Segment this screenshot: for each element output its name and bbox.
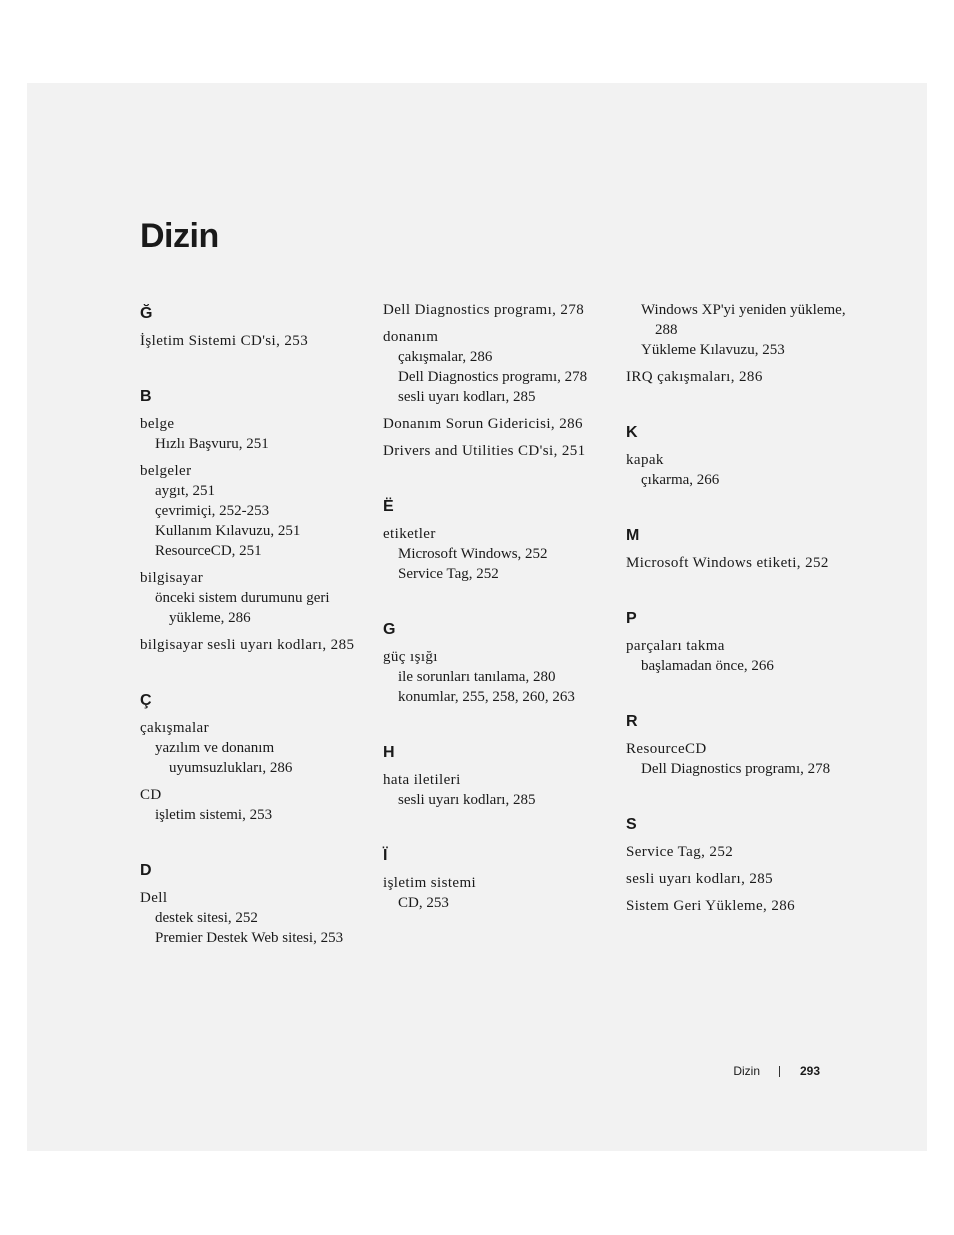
- index-term: Drivers and Utilities CD'si, 251: [383, 443, 586, 459]
- index-subentry: konumlar, 255, 258, 260, 263: [398, 689, 575, 705]
- index-term: parçaları takma: [626, 638, 725, 654]
- section-letter: B: [140, 388, 152, 405]
- index-section: [140, 691, 370, 825]
- index-term: Microsoft Windows etiketi, 252: [626, 555, 829, 571]
- section-letter: Ë: [383, 498, 394, 515]
- index-term: donanım: [383, 329, 439, 345]
- index-section: [626, 300, 866, 387]
- index-entry: [140, 888, 370, 948]
- index-subentry: çıkarma, 266: [641, 472, 720, 488]
- index-term: işletim sistemi: [383, 875, 477, 891]
- index-subentry: Windows XP'yi yeniden yükleme, 288: [641, 302, 846, 338]
- index-entry: [383, 327, 613, 407]
- index-term: belge: [140, 416, 175, 432]
- index-term: ResourceCD: [626, 741, 707, 757]
- index-subentry: Premier Destek Web sitesi, 253: [155, 930, 344, 946]
- section-letter: Ğ: [140, 305, 153, 322]
- index-subentry: ile sorunları tanılama, 280: [398, 669, 556, 685]
- index-term: Dell: [140, 890, 168, 906]
- index-subentry: Hızlı Başvuru, 251: [155, 436, 269, 452]
- section-letter: Ç: [140, 692, 152, 709]
- index-term: çakışmalar: [140, 720, 209, 736]
- index-term: IRQ çakışmaları, 286: [626, 369, 763, 385]
- index-entry: [383, 414, 613, 434]
- index-section: [383, 743, 613, 810]
- index-entry: [626, 739, 866, 779]
- index-entry: [140, 785, 370, 825]
- index-entry: [383, 441, 613, 461]
- index-section: [140, 304, 370, 351]
- section-letter: G: [383, 621, 396, 638]
- index-term: Sistem Geri Yükleme, 286: [626, 898, 796, 914]
- page-number: 293: [799, 1064, 820, 1078]
- index-term: Dell Diagnostics programı, 278: [383, 302, 585, 318]
- index-column-3: [626, 300, 866, 916]
- index-subentry: çevrimiçi, 252-253: [155, 503, 270, 519]
- index-subentry: önceki sistem durumunu geri yükleme, 286: [155, 590, 330, 626]
- index-entry: [383, 524, 613, 584]
- index-term: hata iletileri: [383, 772, 461, 788]
- index-section: [383, 846, 613, 913]
- index-section: [626, 712, 866, 779]
- index-subentry: Dell Diagnostics programı, 278: [641, 761, 831, 777]
- index-term: Donanım Sorun Gidericisi, 286: [383, 416, 583, 432]
- index-entry: [626, 450, 866, 490]
- index-section: [140, 861, 370, 948]
- index-entry: [140, 414, 370, 454]
- index-entry: [140, 635, 370, 655]
- index-section: [383, 497, 613, 584]
- index-subentry: destek sitesi, 252: [155, 910, 258, 926]
- index-section: [383, 300, 613, 461]
- index-entry: [626, 842, 866, 862]
- index-section: [626, 526, 866, 573]
- index-entry: [140, 568, 370, 628]
- page-footer: [700, 1062, 820, 1082]
- index-entry: [626, 636, 866, 676]
- index-term: etiketler: [383, 526, 436, 542]
- index-entry: [626, 896, 866, 916]
- section-letter: Ï: [383, 847, 388, 864]
- index-entry: [383, 647, 613, 707]
- index-column-2: [383, 300, 613, 913]
- index-term: bilgisayar sesli uyarı kodları, 285: [140, 637, 355, 653]
- index-section: [626, 423, 866, 490]
- index-subentry: yazılım ve donanım uyumsuzlukları, 286: [155, 740, 293, 776]
- index-entry: [383, 770, 613, 810]
- index-subentry: Microsoft Windows, 252: [398, 546, 548, 562]
- section-letter: K: [626, 424, 638, 441]
- index-subentry: Service Tag, 252: [398, 566, 499, 582]
- index-subentry: ResourceCD, 251: [155, 543, 262, 559]
- index-subentry: işletim sistemi, 253: [155, 807, 273, 823]
- index-entry: [626, 869, 866, 889]
- index-entry: [626, 300, 866, 360]
- index-term: kapak: [626, 452, 664, 468]
- section-letter: R: [626, 713, 638, 730]
- index-term: sesli uyarı kodları, 285: [626, 871, 774, 887]
- footer-label: Dizin: [733, 1064, 760, 1078]
- index-section: [626, 609, 866, 676]
- index-entry: [140, 331, 370, 351]
- section-letter: D: [140, 862, 152, 879]
- index-term: CD: [140, 787, 162, 803]
- footer-separator: [779, 1066, 780, 1077]
- section-letter: S: [626, 816, 637, 833]
- index-term: bilgisayar: [140, 570, 204, 586]
- index-subentry: aygıt, 251: [155, 483, 215, 499]
- index-subentry: Kullanım Kılavuzu, 251: [155, 523, 301, 539]
- section-letter: H: [383, 744, 395, 761]
- section-letter: M: [626, 527, 640, 544]
- index-entry: [140, 461, 370, 561]
- page-title: Dizin: [140, 217, 219, 255]
- index-entry: [383, 873, 613, 913]
- index-entry: [626, 553, 866, 573]
- index-subentry: Yükleme Kılavuzu, 253: [641, 342, 785, 358]
- index-entry: [626, 367, 866, 387]
- index-subentry: çakışmalar, 286: [398, 349, 493, 365]
- index-section: [140, 387, 370, 655]
- index-term: güç ışığı: [383, 649, 438, 665]
- index-subentry: CD, 253: [398, 895, 449, 911]
- index-subentry: sesli uyarı kodları, 285: [398, 389, 536, 405]
- index-term: belgeler: [140, 463, 192, 479]
- index-subentry: Dell Diagnostics programı, 278: [398, 369, 588, 385]
- index-subentry: sesli uyarı kodları, 285: [398, 792, 536, 808]
- index-term: İşletim Sistemi CD'si, 253: [140, 333, 309, 349]
- index-subentry: başlamadan önce, 266: [641, 658, 774, 674]
- section-letter: P: [626, 610, 637, 627]
- index-term: Service Tag, 252: [626, 844, 734, 860]
- index-column-1: [140, 300, 370, 948]
- index-section: [626, 815, 866, 916]
- index-entry: [140, 718, 370, 778]
- index-entry: [383, 300, 613, 320]
- index-section: [383, 620, 613, 707]
